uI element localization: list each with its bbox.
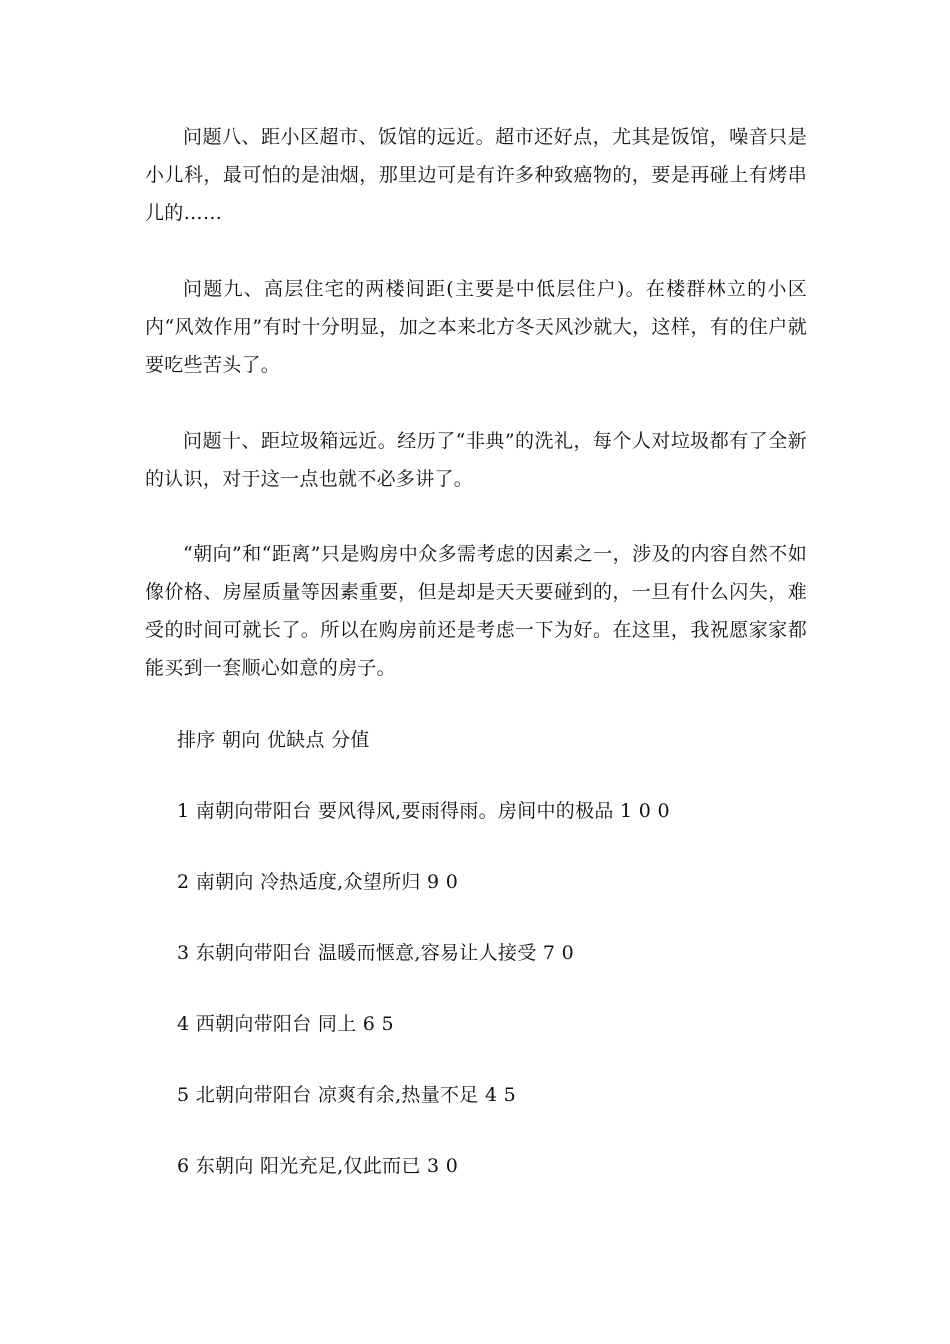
table-row: 4 西朝向带阳台 同上 6 5 <box>177 1013 394 1035</box>
paragraph-question-8: 问题八、距小区超市、饭馆的远近。超市还好点，尤其是饭馆，噪音只是小儿科，最可怕的是油烟，那里边可是有许多种致癌物的，要是再碰上有烤串儿的…… <box>145 126 807 224</box>
table-row: 1 南朝向带阳台 要风得风,要雨得雨。房间中的极品 1 0 0 <box>177 800 670 822</box>
table-row: 6 东朝向 阳光充足,仅此而已 3 0 <box>177 1155 459 1177</box>
table-row: 5 北朝向带阳台 凉爽有余,热量不足 4 5 <box>177 1084 517 1106</box>
table-header: 排序 朝向 优缺点 分值 <box>177 729 370 751</box>
table-row: 2 南朝向 冷热适度,众望所归 9 0 <box>177 871 459 893</box>
paragraph-question-9: 问题九、高层住宅的两楼间距(主要是中低层住户)。在楼群林立的小区内“风效作用”有时十分明显，加之本来北方冬天风沙就大，这样，有的住户就要吃些苦头了。 <box>145 278 807 376</box>
paragraph-question-10: 问题十、距垃圾箱远近。经历了“非典”的洗礼，每个人对垃圾都有了全新的认识，对于这一点也就不必多讲了。 <box>145 430 807 490</box>
table-row: 3 东朝向带阳台 温暖而惬意,容易让人接受 7 0 <box>177 942 574 964</box>
paragraph-conclusion: “朝向”和“距离”只是购房中众多需考虑的因素之一，涉及的内容自然不如像价格、房屋质量等因素重要，但是却是天天要碰到的，一旦有什么闪失，难受的时间可就长了。所以在购房前还是考虑一下为好。在这里，我祝愿家家都能买到一套顺心如意的房子。 <box>145 543 807 679</box>
